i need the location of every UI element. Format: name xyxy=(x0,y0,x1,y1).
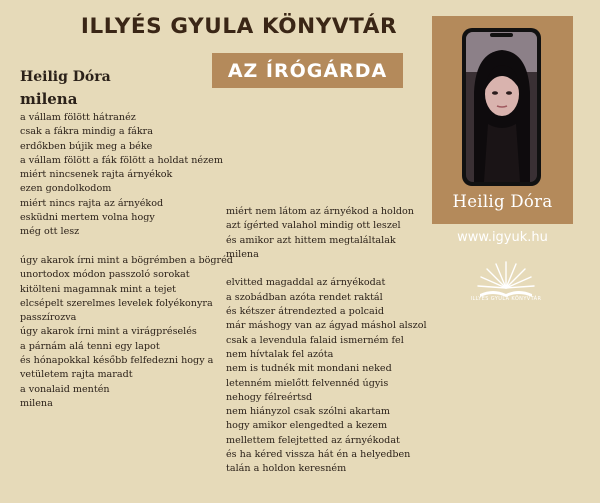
poem-line: és kétszer átrendezted a polcaid xyxy=(226,306,384,318)
poem-line: a vonalaid mentén xyxy=(20,383,110,395)
poem-line: kitölteni magamnak mint a tejet xyxy=(20,283,177,295)
poem-line: már máshogy van az ágyad máshol alszol xyxy=(226,320,427,332)
stanza-break xyxy=(226,262,427,276)
poem-line: milena xyxy=(20,397,53,409)
poem-line: esküdni mertem volna hogy xyxy=(20,212,155,224)
poem-line: talán a holdon keresném xyxy=(226,463,347,475)
poem-line: nem hiányzol csak szólni akartam xyxy=(226,406,391,418)
poem-line: úgy akarok írni mint a bögrémben a bögréd xyxy=(20,254,233,266)
poem-line: nem is tudnék mit mondani neked xyxy=(226,363,392,375)
poem-line: és hónapokkal később felfedezni hogy a xyxy=(20,355,214,367)
library-title: ILLYÉS GYULA KÖNYVTÁR xyxy=(80,14,398,39)
poem-line: miért nincsenek rajta árnyékok xyxy=(20,169,173,181)
phone-notch xyxy=(490,33,513,37)
poem-line: a vállam fölött a fák fölött a holdat nézem xyxy=(20,154,223,166)
section-badge: AZ ÍRÓGÁRDA xyxy=(212,53,403,88)
poem-line: nehogy félreértsd xyxy=(226,391,313,403)
poem-line: nem hívtalak fel azóta xyxy=(226,348,334,360)
poem-line: csak a fákra mindig a fákra xyxy=(20,126,153,138)
author-name: Heilig Dóra xyxy=(20,69,111,85)
poem-column-left xyxy=(20,111,233,411)
poem-line: mellettem felejtetted az árnyékodat xyxy=(226,434,400,446)
poem-title: milena xyxy=(20,90,78,108)
poem-line: erdőkben bújik meg a béke xyxy=(20,140,153,152)
poem-line: csak a levendula falaid ismerném fel xyxy=(226,334,404,346)
poem-line: elcsépelt szerelmes levelek folyékonyra xyxy=(20,297,213,309)
poem-line: vetületem rajta maradt xyxy=(20,369,133,381)
poem-line: és amikor azt hittem megtaláltalak xyxy=(226,234,396,246)
poem-line: a vállam fölött hátranéz xyxy=(20,112,136,123)
poem-line: a szobádban azóta rendet raktál xyxy=(226,291,383,303)
poem-column-right xyxy=(226,205,427,477)
poem-line: a párnám alá tenni egy lapot xyxy=(20,340,160,352)
poem-line: hogy amikor elengedted a kezem xyxy=(226,420,388,432)
poem-line: azt ígérted valahol mindig ott leszel xyxy=(226,220,401,232)
poem-line: miért nem látom az árnyékod a holdon xyxy=(226,206,414,217)
poem-line: még ott lesz xyxy=(20,226,80,238)
poem-line: milena xyxy=(226,248,259,260)
stanza-break xyxy=(20,240,233,254)
poem-line: ezen gondolkodom xyxy=(20,183,112,195)
poem-line: letenném mielőtt felvennéd úgyis xyxy=(226,377,389,389)
phone-frame xyxy=(462,28,541,186)
poem-line: passzírozva xyxy=(20,312,77,324)
website-link[interactable]: www.igyuk.hu xyxy=(457,230,548,245)
poem-line: miért nincs rajta az árnyékod xyxy=(20,197,164,209)
poem-line: úgy akarok írni mint a virágpréselés xyxy=(20,326,197,338)
poem-line: elvitted magaddal az árnyékodat xyxy=(226,277,386,289)
author-portrait xyxy=(466,32,537,182)
author-photo-card xyxy=(432,16,573,224)
library-logo-icon xyxy=(474,256,538,316)
logo-text: ILLYÉS GYULA KÖNYVTÁR xyxy=(470,296,542,302)
poem-line: unortodox módon passzoló sorokat xyxy=(20,269,190,281)
portrait-illustration xyxy=(466,32,537,182)
photo-card-name: Heilig Dóra xyxy=(452,192,553,211)
poem-line: és ha kéred vissza hát én a helyedben xyxy=(226,449,411,461)
